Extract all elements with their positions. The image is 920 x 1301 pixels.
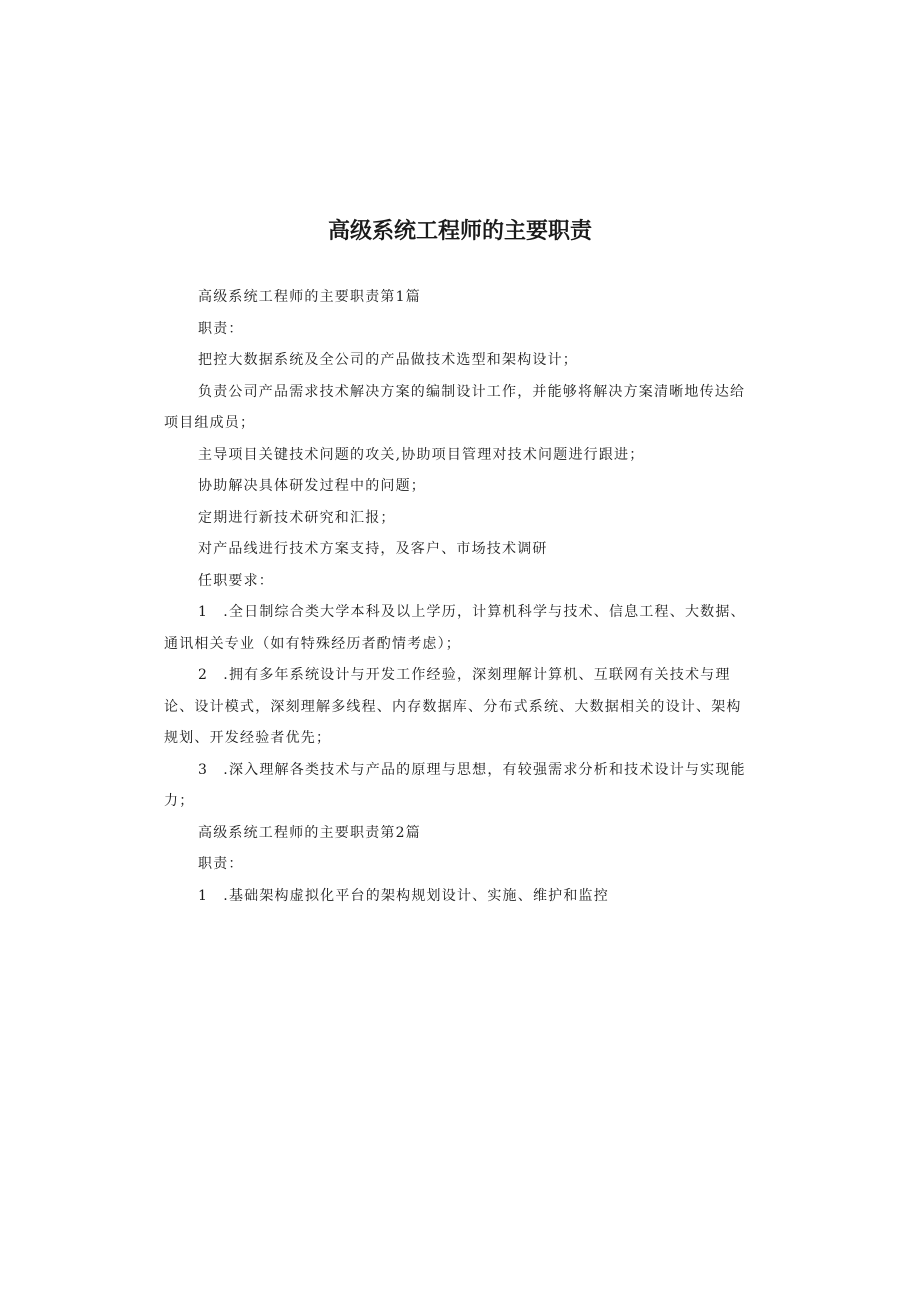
duties-label-2: 职责： [198, 856, 244, 872]
requirement-item: 1 .全日制综合类大学本科及以上学历，计算机科学与技术、信息工程、大数据、通讯相关专业（如有特殊经历者酌情考虑）； [164, 604, 746, 652]
duty-item: 把控大数据系统及全公司的产品做技术选型和架构设计； [198, 352, 578, 368]
duty-item: 协助解决具体研发过程中的问题； [198, 478, 426, 494]
duty-item: 定期进行新技术研究和汇报； [198, 509, 396, 526]
duty-item: 1 .基础架构虚拟化平台的架构规划设计、实施、维护和监控 [198, 887, 609, 904]
duty-item: 对产品线进行技术方案支持，及客户、市场技术调研 [198, 541, 548, 557]
duties-label-1: 职责： [198, 320, 244, 337]
requirements-label: 任职要求： [198, 572, 274, 589]
duty-item: 主导项目关键技术问题的攻关,协助项目管理对技术问题进行跟进； [198, 446, 645, 463]
document-body [164, 282, 756, 912]
requirement-item: 3 .深入理解各类技术与产品的原理与思想，有较强需求分析和技术设计与实现能力； [164, 761, 746, 809]
section-heading-1: 高级系统工程师的主要职责第1篇 [198, 289, 421, 305]
duty-item: 负责公司产品需求技术解决方案的编制设计工作，并能够将解决方案清晰地传达给项目组成员； [164, 383, 746, 431]
requirement-item: 2 .拥有多年系统设计与开发工作经验，深刻理解计算机、互联网有关技术与理论、设计模式，深刻理解多线程、内存数据库、分布式系统、大数据相关的设计、架构规划、开发经验者优先； [164, 667, 742, 746]
section-heading-2: 高级系统工程师的主要职责第2篇 [198, 824, 421, 841]
document-title: 高级系统工程师的主要职责 [327, 219, 592, 244]
